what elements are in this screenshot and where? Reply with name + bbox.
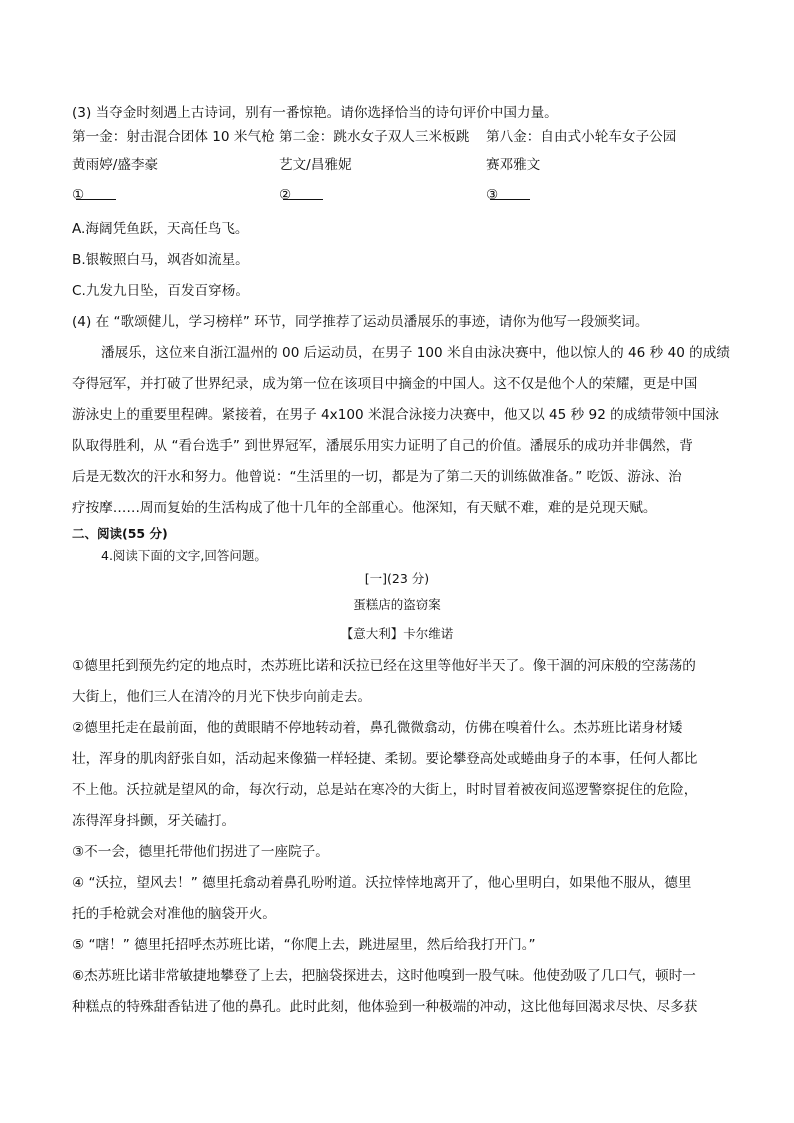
passage-line: 后是无数次的汗水和努力。他曾说：“生活里的一切，都是为了第二天的训练做准备。” 吃饭、游泳、治 — [72, 469, 682, 485]
part-label: [一](23 分) — [364, 571, 430, 586]
story-line: ⑥杰苏班比诺非常敏捷地攀登了上去，把脑袋探进去，这时他嗅到一股气味。他使劲吸了几口气，顿时一 — [72, 968, 696, 984]
blank-line — [76, 185, 116, 200]
story-line: ⑤ “嗐！” 德里托招呼杰苏班比诺，“你爬上去，跳进屋里，然后给我打开门。” — [72, 937, 536, 953]
story-title: 蛋糕店的盗窃案 — [353, 597, 441, 612]
blank-marker: ② — [279, 187, 292, 203]
passage-line: 潘展乐，这位来自浙江温州的 00 后运动员，在男子 100 米自由泳决赛中，他以惊人的 46 秒 40 的成绩 — [101, 345, 730, 361]
medal-blanks-row — [72, 185, 727, 205]
medal-athletes-row — [72, 155, 727, 175]
story-line: 托的手枪就会对准他的脑袋开火。 — [72, 906, 276, 922]
section-heading: 二、阅读(55 分) — [72, 526, 168, 541]
section-instruction: 4.阅读下面的文字,回答问题。 — [101, 548, 267, 563]
blank-marker: ① — [72, 187, 85, 203]
passage-line: 疗按摩……周而复始的生活构成了他十几年的全部重心。他深知，有天赋不难，难的是兑现天赋。 — [72, 500, 657, 516]
story-line: 不上他。沃拉就是望风的命，每次行动，总是站在寒冷的大街上，时时冒着被夜间巡逻警察捉住的危险， — [72, 782, 698, 798]
story-line: ②德里托走在最前面，他的黄眼睛不停地转动着，鼻孔微微翕动，仿佛在嗅着什么。杰苏班比诺身材矮 — [72, 720, 683, 736]
medal-event-1: 第一金：射击混合团体 10 米气枪 — [72, 129, 275, 145]
story-line: ①德里托到预先约定的地点时，杰苏班比诺和沃拉已经在这里等他好半天了。像干涸的河床般的空荡荡的 — [72, 658, 696, 674]
medal-athletes-3: 赛邓雅文 — [486, 157, 541, 173]
medal-athletes-2: 艺文/昌雅妮 — [279, 157, 352, 173]
question4-prompt: (4) 在 “歌颂健儿，学习榜样” 环节，同学推荐了运动员潘展乐的事迹，请你为他写一段颁奖词。 — [72, 314, 649, 330]
blank-line — [283, 185, 323, 200]
option-a: A.海阔凭鱼跃，天高任鸟飞。 — [72, 221, 249, 237]
story-line: 壮，浑身的肌肉舒张自如，活动起来像猫一样轻捷、柔韧。要论攀登高处或蜷曲身子的本事，任何人都比 — [72, 751, 698, 767]
story-line: 种糕点的特殊甜香钻进了他的鼻孔。此时此刻，他体验到一种极端的冲动，这比他每回渴求尽快、尽多获 — [72, 999, 698, 1015]
passage-line: 队取得胜利，从 “看台选手” 到世界冠军，潘展乐用实力证明了自己的价值。潘展乐的成功并非偶然，背 — [72, 438, 693, 454]
blank-marker: ③ — [486, 187, 499, 203]
medal-event-3: 第八金：自由式小轮车女子公园 — [486, 129, 677, 145]
question3-prompt: (3) 当夺金时刻遇上古诗词，别有一番惊艳。请你选择恰当的诗句评价中国力量。 — [72, 105, 558, 121]
story-author: 【意大利】卡尔维诺 — [340, 626, 454, 641]
story-line: 大街上，他们三人在清冷的月光下快步向前走去。 — [72, 689, 372, 705]
medal-athletes-1: 黄雨婷/盛李豪 — [72, 157, 159, 173]
option-b: B.银鞍照白马，飒沓如流星。 — [72, 252, 249, 268]
story-line: ④ “沃拉，望风去！” 德里托翕动着鼻孔吩咐道。沃拉悻悻地离开了，他心里明白，如果他不服从，德里 — [72, 875, 692, 891]
story-line: 冻得浑身抖颤，牙关磕打。 — [72, 813, 236, 829]
medal-event-2: 第二金：跳水女子双人三米板跳 — [279, 129, 470, 145]
passage-line: 夺得冠军，并打破了世界纪录，成为第一位在该项目中摘金的中国人。这不仅是他个人的荣耀，更是中国 — [72, 376, 698, 392]
story-line: ③不一会，德里托带他们拐进了一座院子。 — [72, 844, 329, 860]
passage-line: 游泳史上的重要里程碑。紧接着，在男子 4x100 米混合泳接力决赛中，他又以 45 秒 92 的成绩带领中国泳 — [72, 407, 719, 423]
blank-line — [490, 185, 530, 200]
medal-events-row — [72, 127, 727, 147]
option-c: C.九发九日坠，百发百穿杨。 — [72, 283, 249, 299]
